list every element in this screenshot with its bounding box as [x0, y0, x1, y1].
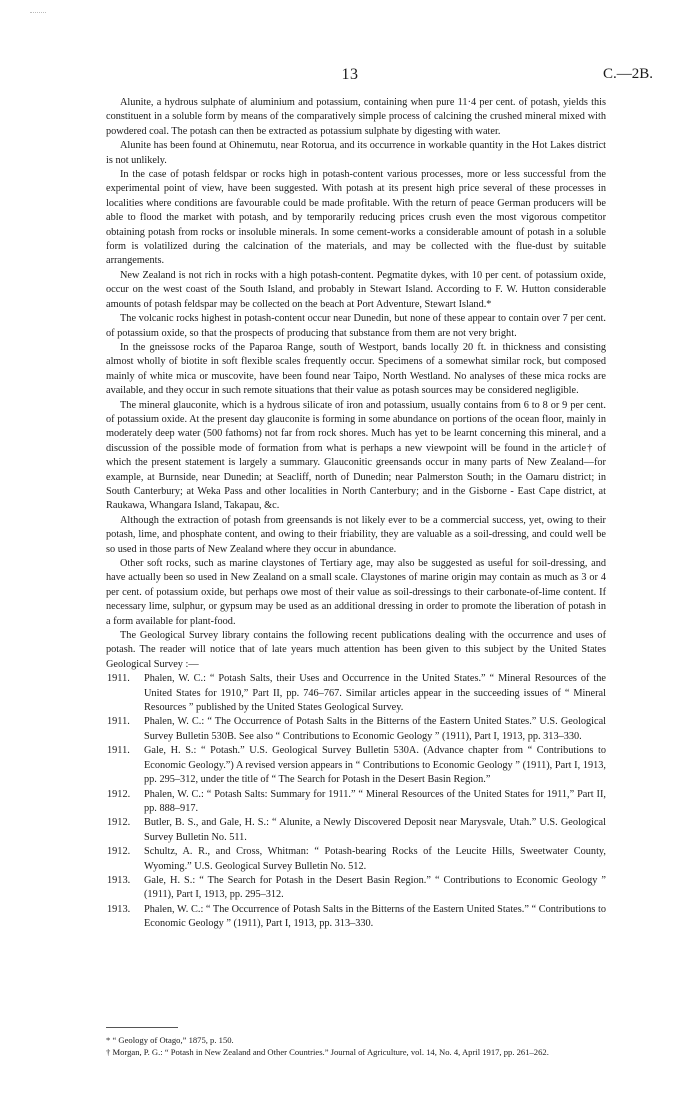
reference-item: [106, 816, 606, 845]
body-text: [106, 96, 606, 932]
paragraph-alunite-ohinemutu: Alunite has been found at Ohinemutu, near Rotorua, and its occurrence in workable quantity in the Hot Lakes district is not unlikely.: [106, 140, 606, 166]
reference-item: [106, 715, 606, 744]
paragraph-library: The Geological Survey library contains the following recent publications dealing with the occurrence and uses of potash. The reader will notice that of late years much attention has been given to this subject by the United States Geological Survey :—: [106, 630, 606, 670]
reference-item: [106, 672, 606, 715]
reference-item: [106, 744, 606, 787]
paragraph-soft-rocks: Other soft rocks, such as marine claystones of Tertiary age, may also be suggested as useful for soil-dressing, and have actually been so used in New Zealand on a small scale. Claystones of marine origin may contain as much as 3 or 4 per cent. of potassium oxide, but perhaps owe most of their value as soil-dressings to their carbonate-of-lime content. If necessary lime, sulphur, or gypsum may be used as an additional dressing in order to promote the liberation of potash in a form available for plant-food.: [106, 558, 606, 627]
reference-year: 1912.: [107, 788, 131, 800]
reference-item: [106, 845, 606, 874]
reference-item: [106, 903, 606, 932]
paragraph-alunite: Alunite, a hydrous sulphate of aluminium and potassium, containing when pure 11·4 per cent. of potash, yields this constituent in a soluble form by means of the comparatively simple process of calcining the crushed mineral mixed with powdered coal. The potash can then be extracted as potassium sulphate by digesting with water.: [106, 97, 606, 137]
reference-year: 1911.: [107, 716, 130, 728]
reference-text: Phalen, W. C.: “ The Occurrence of Potash Salts in the Bitterns of the Eastern United States.” “ Contributions to Economic Geology ” (1911), Part I, 1913, pp. 313–330.: [144, 903, 606, 930]
document-reference: C.—2B.: [602, 66, 653, 82]
reference-year: 1913.: [107, 874, 131, 886]
paragraph-greensands: Although the extraction of potash from greensands is not likely ever to be a commercial success, yet, owing to their potash, lime, and phosphate content, and owing to their friability, they are valuable as a soil-dressing, and could well be so used in those parts of New Zealand where they occur in abundance.: [106, 514, 606, 555]
paragraph-gneissose-rocks: In the gneissose rocks of the Paparoa Range, south of Westport, bands locally 20 ft. in thickness and consisting almost wholly of biotite in soft flexible scales frequently occur. Specimens of a somewhat similar rock, but composed mainly of white mica or muscovite, have been found near Taipo, North Westland. No analyses of these mica rocks are available, and they occur in such remote situations that their value as potash sources may be considered negligible.: [106, 341, 606, 397]
reference-text: Phalen, W. C.: “ The Occurrence of Potash Salts in the Bitterns of the Eastern United States.” U.S. Geological Survey Bulletin 530B. See also “ Contributions to Economic Geology ” (1911), Part I, 1913, pp. 313–330.: [144, 716, 606, 742]
reference-year: 1911.: [107, 673, 130, 685]
scan-mark: [30, 12, 46, 17]
page-number: 13: [341, 66, 359, 83]
reference-text: Schultz, A. R., and Cross, Whitman: “ Potash-bearing Rocks of the Leucite Hills, Sweetwater County, Wyoming.” U.S. Geological Survey Bulletin No. 512.: [144, 846, 606, 872]
paragraph-volcanic-rocks: The volcanic rocks highest in potash-content occur near Dunedin, but none of these appear to contain over 7 per cent. of potassium oxide, so that the prospects of producing that substance from them are not very bright.: [106, 313, 606, 339]
reference-text: Phalen, W. C.: “ Potash Salts, their Uses and Occurrence in the United States.” “ Mineral Resources of the United States for 1910,” Part II, pp. 746–767. Similar articles appear in the succeeding issues of “ Mineral Resources ” published by the United States Geological Survey.: [144, 673, 606, 714]
reference-item: [106, 788, 606, 817]
reference-text: Gale, H. S.: “ The Search for Potash in the Desert Basin Region.” “ Contributions to Economic Geology ” (1911), Part I, 1913, pp. 295–312.: [144, 874, 606, 901]
footnotes: [106, 1034, 606, 1058]
reference-year: 1912.: [107, 846, 131, 858]
paragraph-glauconite: The mineral glauconite, which is a hydrous silicate of iron and potassium, usually contains from 6 to 8 or 9 per cent. of potassium oxide. At the present day glauconite is forming in some abundance on portions of the ocean floor, mainly in moderately deep water (500 fathoms) not far from rock shores. Much has yet to be learnt concerning this mineral, and a discussion of the possible mode of formation from what is perhaps a new viewpoint will be found in the article† of which the present statement is largely a summary. Glauconitic greensands occur in many parts of New Zealand—for example, at Burnside, near Dunedin; at Seacliff, north of Dunedin; near Palmerston South; in the Oamaru district; in South Canterbury; at Weka Pass and other localities in North Canterbury; and in the Gisborne - East Cape district, at Raukawa, Whangara Island, Takapau, &c.: [106, 399, 606, 512]
reference-year: 1912.: [107, 817, 131, 829]
footnote-asterisk: * “ Geology of Otago,” 1875, p. 150.: [106, 1035, 234, 1045]
reference-item: [106, 874, 606, 903]
reference-year: 1913.: [107, 903, 131, 915]
reference-text: Gale, H. S.: “ Potash.” U.S. Geological Survey Bulletin 530A. (Advance chapter from “ Contributions to Economic Geology.”) A revised version appears in “ Contributions to Economic Geology ” (1911), Part I, 1913, pp. 295–312, under the title of “ The Search for Potash in the Desert Basin Region.”: [144, 745, 606, 786]
footnote-dagger: † Morgan, P. G.: “ Potash in New Zealand and Other Countries.” Journal of Agriculture, vol. 14, No. 4, April 1917, pp. 261–262.: [106, 1047, 549, 1057]
reference-text: Phalen, W. C.: “ Potash Salts: Summary for 1911.” “ Mineral Resources of the United States for 1911,” Part II, pp. 888–917.: [144, 788, 606, 814]
reference-text: Butler, B. S., and Gale, H. S.: “ Alunite, a Newly Discovered Deposit near Marysvale, Utah.” U.S. Geological Survey Bulletin No. 511.: [144, 817, 606, 843]
reference-year: 1911.: [107, 745, 130, 757]
paragraph-potash-feldspar: In the case of potash feldspar or rocks high in potash-content various processes, more or less successful from the experimental point of view, have been suggested. With potash at its present high price several of these processes in localities where conditions are favourable could be made profitable. With the return of peace German producers will be able to flood the market with potash, and by temporarily reducing prices crush even the most vigorous competitor obtaining potash from rocks or insoluble minerals. In some cement-works a considerable amount of potash in a soluble form is volatilized during the calcination of the materials, and may be collected with the flue-dust by suitable arrangements.: [106, 169, 606, 267]
footnote-divider: [106, 1027, 178, 1028]
reference-list: [106, 672, 606, 931]
paragraph-new-zealand-rocks: New Zealand is not rich in rocks with a high potash-content. Pegmatite dykes, with 10 per cent. of potassium oxide, occur on the west coast of the South Island, and probably in Stewart Island. According to F. W. Hutton considerable amounts of potash feldspar may be collected on the beach at Port Adventure, Stewart Island.*: [106, 269, 606, 310]
